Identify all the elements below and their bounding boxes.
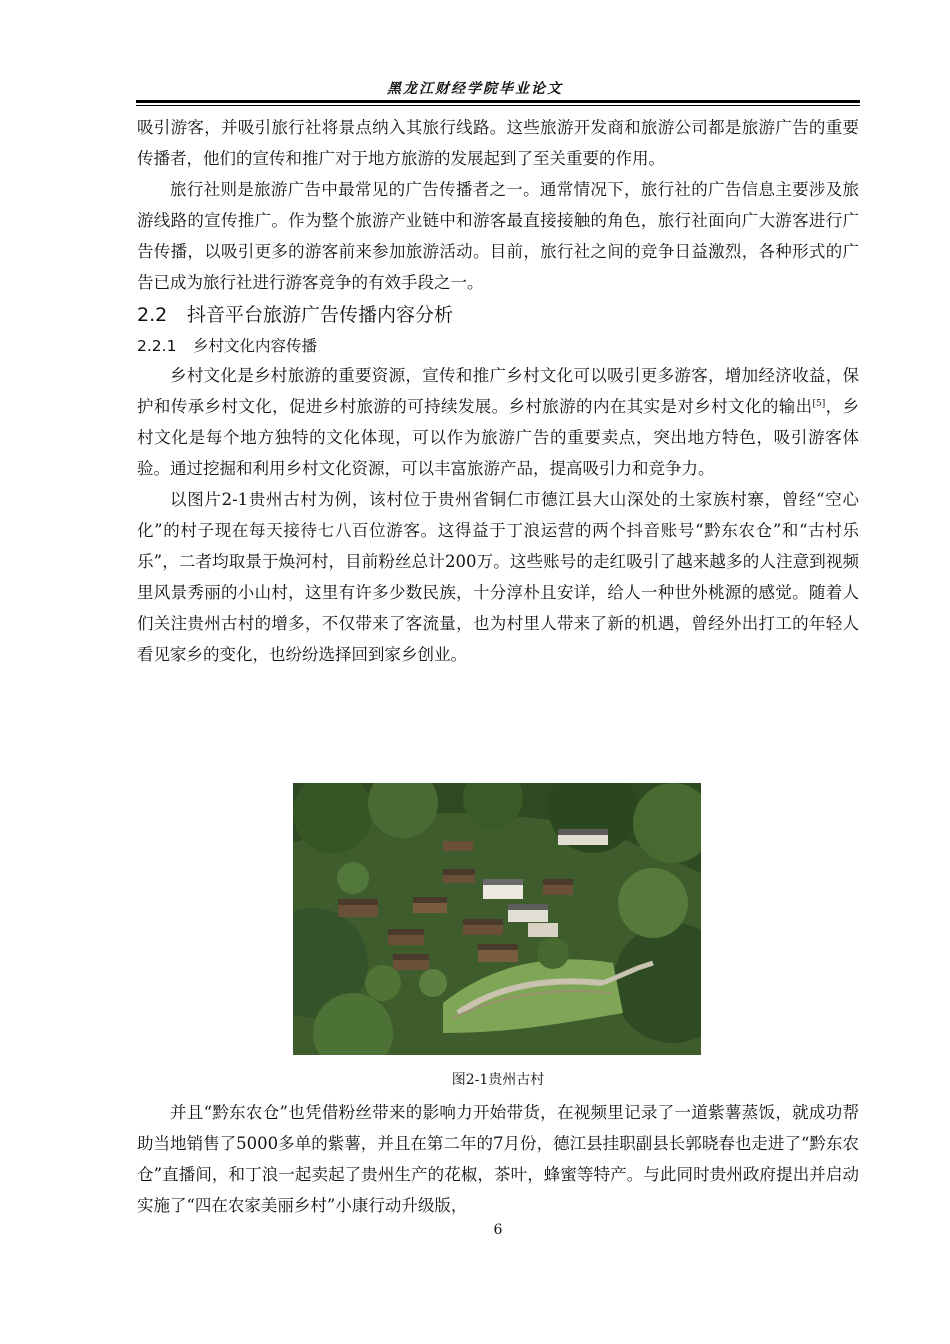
paragraph-live-commerce: 并且“黔东农仓”也凭借粉丝带来的影响力开始带货，在视频里记录了一道紫薯蒸饭，就成功帮助当地销售了5000多单的紫薯，并且在第二年的7月份，德江县挂职副县长郭晓春也走进了“黔东农仓”直播间，和丁浪一起卖起了贵州生产的花椒，茶叶，蜂蜜等特产。与此同时贵州政府提出并启动实施了“四在农家美丽乡村”小康行动升级版， [137,1103,859,1215]
rural-culture-text-b: ，乡村文化是每个地方独特的文化体现，可以作为旅游广告的重要卖点，突出地方特色，吸引游客体验。通过挖掘和利用乡村文化资源，可以丰富旅游产品，提高吸引力和竞争力。 [137,397,860,478]
subsection-number: 2.2.1 [137,337,177,355]
header-rule-thin [136,105,860,106]
running-header-title: 黑龙江财经学院毕业论文 [387,81,563,97]
citation-reference[interactable]: [5] [812,399,826,409]
body-text-top [137,112,859,670]
body-text-bottom [137,1097,859,1221]
section-title: 抖音平台旅游广告传播内容分析 [187,304,454,326]
section-number: 2.2 [137,304,168,326]
page-number: 6 [493,1222,503,1238]
figure-caption: 图2-1贵州古村 [451,1072,545,1088]
rural-culture-text-a: 乡村文化是乡村旅游的重要资源，宣传和推广乡村文化可以吸引更多游客，增加经济收益，保护和传承乡村文化，促进乡村旅游的可持续发展。乡村旅游的内在其实是对乡村文化的输出 [137,366,859,416]
village-aerial-illustration [293,783,701,1055]
paragraph-travel-agency: 旅行社则是旅游广告中最常见的广告传播者之一。通常情况下，旅行社的广告信息主要涉及旅游线路的宣传推广。作为整个旅游产业链中和游客最直接接触的角色，旅行社面向广大游客进行广告传播，以吸引更多的游客前来参加旅游活动。目前，旅行社之间的竞争日益激烈，各种形式的广告已成为旅行社进行游客竞争的有效手段之一。 [137,180,859,292]
subsection-title: 乡村文化内容传播 [193,337,318,355]
paragraph-continued: 吸引游客，并吸引旅行社将景点纳入其旅行线路。这些旅游开发商和旅游公司都是旅游广告的重要传播者，他们的宣传和推广对于地方旅游的发展起到了至关重要的作用。 [137,118,859,168]
figure-guizhou-village-photo [293,783,701,1055]
subsection-heading [137,332,859,360]
paragraph-rural-culture [137,360,859,484]
paragraph-guizhou-example: 以图片2-1贵州古村为例，该村位于贵州省铜仁市德江县大山深处的土家族村寨，曾经“空心化”的村子现在每天接待七八百位游客。这得益于丁浪运营的两个抖音账号“黔东农仓”和“古村乐乐”，二者均取景于焕河村，目前粉丝总计200万。这些账号的走红吸引了越来越多的人注意到视频里风景秀丽的小山村，这里有许多少数民族，十分淳朴且安详，给人一种世外桃源的感觉。随着人们关注贵州古村的增多，不仅带来了客流量，也为村里人带来了新的机遇，曾经外出打工的年轻人看见家乡的变化，也纷纷选择回到家乡创业。 [137,490,859,664]
header-rule-thick [136,100,860,103]
section-heading [137,298,859,332]
